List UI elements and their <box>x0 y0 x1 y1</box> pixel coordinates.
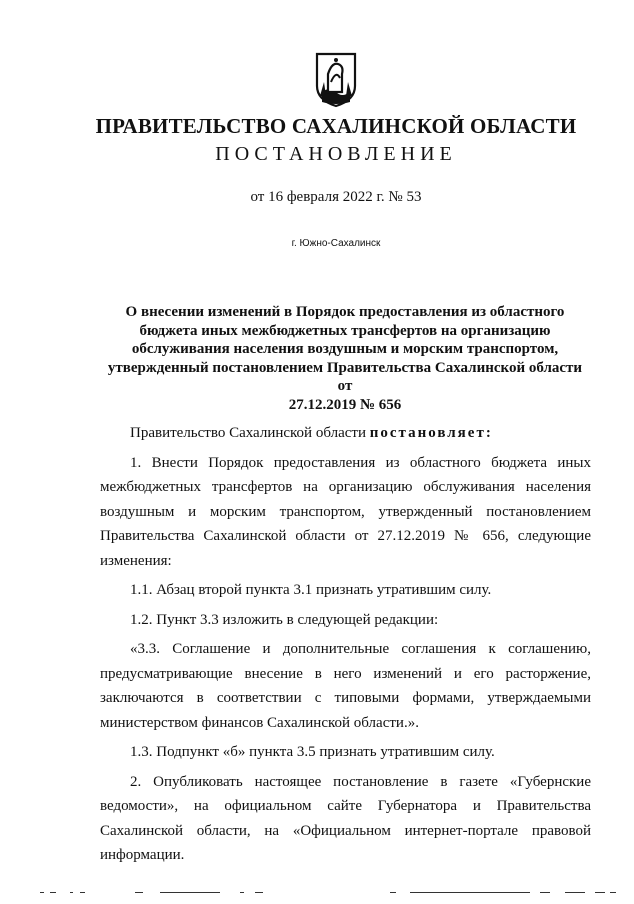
subject-line: 27.12.2019 № 656 <box>288 396 402 413</box>
paragraph-1-3: 1.3. Подпункт «б» пункта 3.5 признать утратившим силу. <box>130 744 495 760</box>
scan-noise-divider <box>40 888 620 898</box>
paragraph-1-2-quote: «3.3. Соглашение и дополнительные соглашения к соглашению, предусматривающие внесение в него изменений и его расторжение, заключаются в соответствии с типовыми формами, утверждаемыми министерством финансов Сахалинской области.». <box>100 641 591 731</box>
intro-prefix: Правительство Сахалинской области <box>130 425 370 441</box>
document-body <box>100 421 591 868</box>
document-subject <box>100 303 590 414</box>
subject-line: бюджета иных межбюджетных трансфертов на организацию <box>139 322 551 339</box>
document-city: г. Южно-Сахалинск <box>291 238 381 249</box>
intro-paragraph <box>100 421 591 446</box>
document-type: ПОСТАНОВЛЕНИЕ <box>215 143 457 165</box>
subject-line: обслуживания населения воздушным и морским транспортом, <box>131 341 559 357</box>
document-date-number: от 16 февраля 2022 г. № 53 <box>250 189 422 205</box>
government-title: ПРАВИТЕЛЬСТВО САХАЛИНСКОЙ ОБЛАСТИ <box>95 114 577 138</box>
intro-keyword: постановляет: <box>369 425 493 441</box>
paragraph-1: 1. Внести Порядок предоставления из областного бюджета иных межбюджетных трансфертов на организацию обслуживания населения воздушным и морским транспортом, утвержденный постановлением Правительства Сахалинской области от 27.12.2019 № 656, следующие изменения: <box>100 454 591 569</box>
subject-line: О внесении изменений в Порядок предоставления из областного <box>125 304 565 320</box>
paragraph-1-1: 1.1. Абзац второй пункта 3.1 признать утратившим силу. <box>130 582 492 598</box>
paragraph-2: 2. Опубликовать настоящее постановление в газете «Губернские ведомости», на официальном сайте Губернатора и Правительства Сахалинской области, на «Официальном интернет-портале правовой информации. <box>100 773 591 863</box>
sakhalin-coat-of-arms-icon <box>314 52 358 108</box>
paragraph-1-2: 1.2. Пункт 3.3 изложить в следующей редакции: <box>130 611 439 628</box>
subject-line: утвержденный постановлением Правительства Сахалинской области от <box>107 359 583 394</box>
